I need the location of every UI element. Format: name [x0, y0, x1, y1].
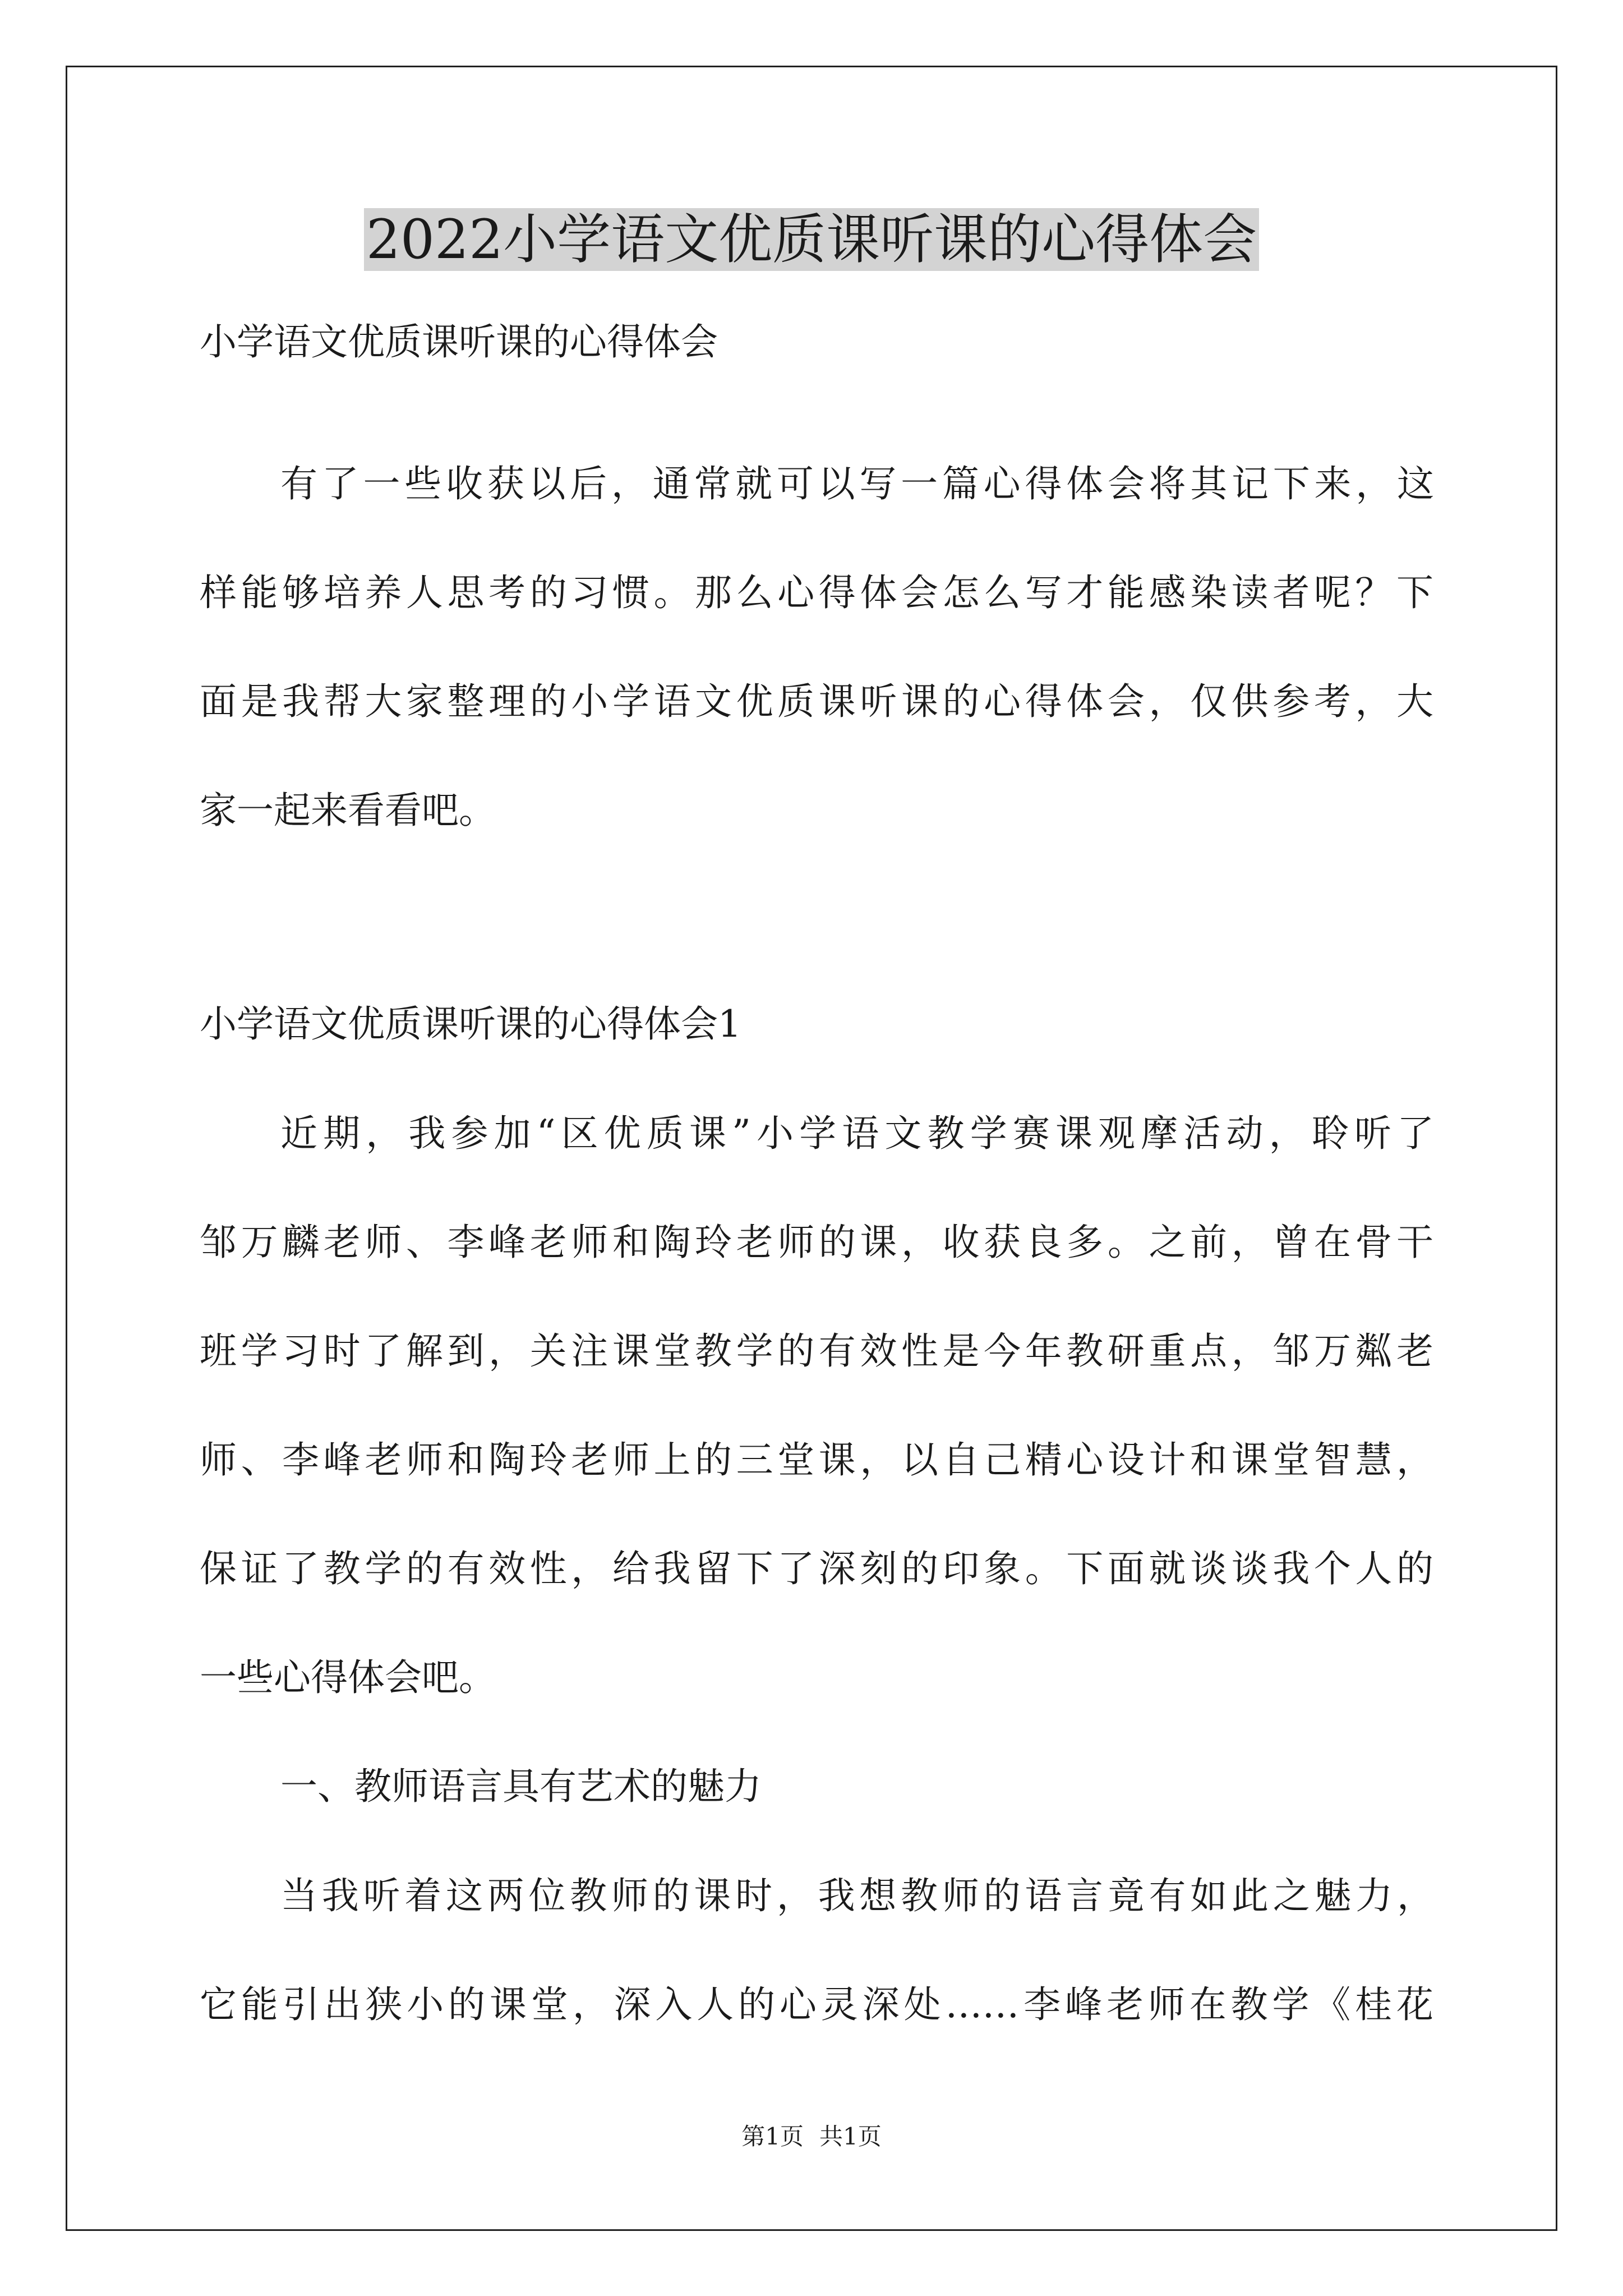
paragraph-line: 班学习时了解到，关注课堂教学的有效性是今年教研重点，邹万粼老 [200, 1329, 1433, 1373]
document-title [0, 205, 1623, 275]
paragraph-line: 有了一些收获以后，通常就可以写一篇心得体会将其记下来，这 [280, 462, 1434, 505]
paragraph-line: 当我听着这两位教师的课时，我想教师的语言竟有如此之魅力， [280, 1874, 1434, 1917]
paragraph-line: 一些心得体会吧。 [200, 1656, 496, 1699]
title-text: 2022小学语文优质课听课的心得体会 [364, 208, 1259, 271]
page-total: 共1页 [819, 2123, 882, 2150]
page-footer [0, 2120, 1623, 2154]
paragraph-line: 师、李峰老师和陶玲老师上的三堂课，以自己精心设计和课堂智慧， [200, 1438, 1433, 1481]
section-heading: 小学语文优质课听课的心得体会1 [200, 1002, 741, 1046]
paragraph-line: 邹万麟老师、李峰老师和陶玲老师的课，收获良多。之前，曾在骨干 [200, 1221, 1433, 1264]
paragraph-line: 保证了教学的有效性，给我留下了深刻的印象。下面就谈谈我个人的 [200, 1547, 1433, 1590]
subtitle-line: 小学语文优质课听课的心得体会 [200, 320, 718, 364]
paragraph-line: 近期，我参加“区优质课”小学语文教学赛课观摩活动，聆听了 [280, 1112, 1434, 1155]
paragraph-line: 它能引出狭小的课堂，深入人的心灵深处……李峰老师在教学《桂花 [200, 1983, 1433, 2026]
paragraph-line: 样能够培养人思考的习惯。那么心得体会怎么写才能感染读者呢？下 [200, 571, 1433, 614]
paragraph-line: 面是我帮大家整理的小学语文优质课听课的心得体会，仅供参考，大 [200, 680, 1433, 723]
page-number: 第1页 [741, 2123, 804, 2150]
subsection-heading: 一、教师语言具有艺术的魅力 [280, 1765, 762, 1808]
paragraph-line: 家一起来看看吧。 [200, 789, 496, 832]
